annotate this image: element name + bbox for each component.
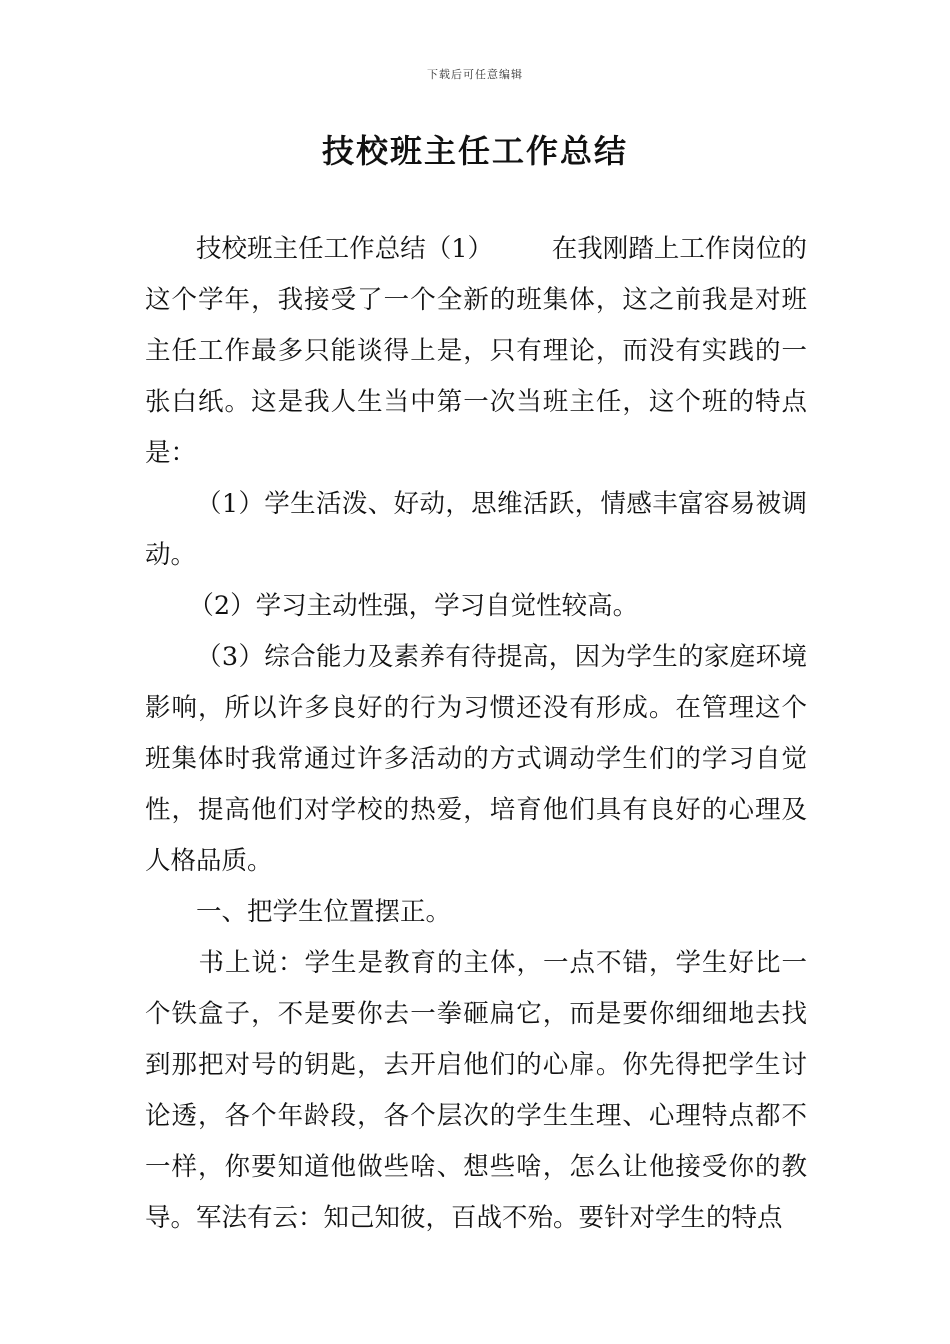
point-3: （3）综合能力及素养有待提高，因为学生的家庭环境影响，所以许多良好的行为习惯还没有形成。在管理这个班集体时我常通过许多活动的方式调动学生们的学习自觉性，提高他们对学校的热爱，培育他们具有良好的心理及人格品质。: [145, 642, 807, 876]
section-1-paragraph: 书上说：学生是教育的主体，一点不错，学生好比一个铁盒子，不是要你去一拳砸扁它，而是要你细细地去找到那把对号的钥匙，去开启他们的心扉。你先得把学生讨论透，各个年龄段，各个层次的学生生理、心理特点都不一样，你要知道他做些啥、想些啥，怎么让他接受你的教导。军法有云：知己知彼，百战不殆。要针对学生的特点: [145, 948, 807, 1233]
document-title: 技校班主任工作总结: [321, 132, 628, 170]
header-note: 下载后可任意编辑: [427, 68, 523, 81]
intro-paragraph: [145, 224, 807, 479]
point-1: （1）学生活泼、好动，思维活跃，情感丰富容易被调动。: [145, 489, 807, 570]
section-1-heading: 一、把学生位置摆正。: [196, 897, 452, 927]
intro-text: 在我刚踏上工作岗位的这个学年，我接受了一个全新的班集体，这之前我是对班主任工作最多只能谈得上是，只有理论，而没有实践的一张白纸。这是我人生当中第一次当班主任，这个班的特点是：: [145, 234, 807, 468]
intro-heading: 技校班主任工作总结（1）: [196, 234, 494, 264]
document-body: [145, 224, 807, 1244]
point-2: （2）学习主动性强，学习自觉性较高。: [188, 591, 639, 621]
